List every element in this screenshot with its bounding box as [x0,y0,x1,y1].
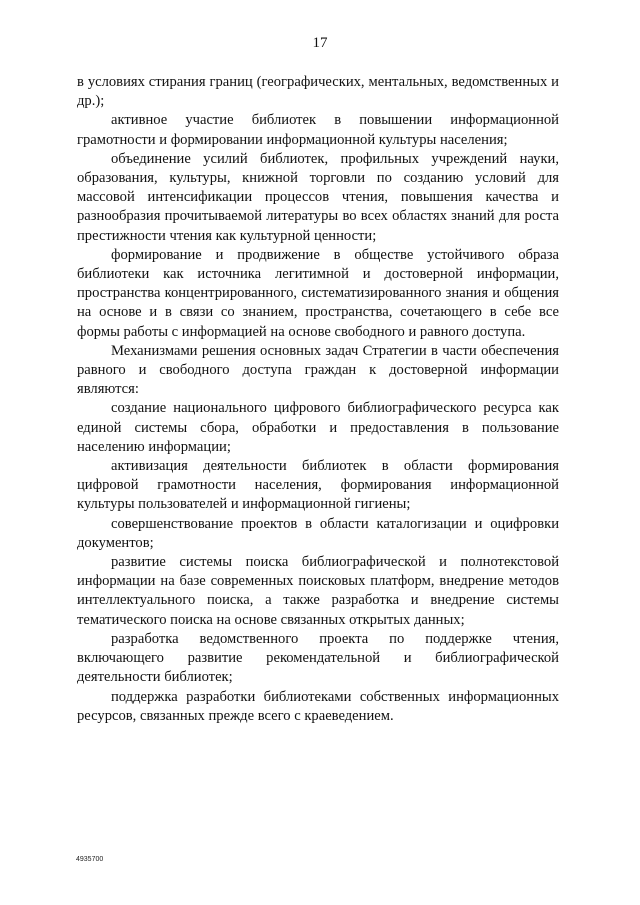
paragraph-national-resource: создание национального цифрового библиографического ресурса как единой системы сбора, обработки и предоставления в пользование населению информации; [77,400,559,455]
paragraph-library-participation: активное участие библиотек в повышении информационной грамотности и формировании информационной культуры населения; [77,112,559,148]
paragraph-local-resources: поддержка разработки библиотеками собственных информационных ресурсов, связанных прежде всего с краеведением. [77,688,559,724]
paragraph-reading-project: разработка ведомственного проекта по поддержке чтения, включающего развитие рекомендательной и библиографической деятельности библиотек; [77,630,559,686]
paragraph-digital-literacy: активизация деятельности библиотек в области формирования цифровой грамотности населения, формирования информационной культуры пользователей и информационной гигиены; [77,458,559,513]
paragraph-mechanisms-intro: Механизмами решения основных задач Стратегии в части обеспечения равного и свободного доступа граждан к достоверной информации являются: [77,342,559,398]
paragraph-search-systems: развитие системы поиска библиографической и полнотекстовой информации на базе современных поисковых платформ, внедрение методов интеллектуального поиска, а также разработка и внедрение системы тематического поиска на основе связанных открытых данных; [77,554,559,628]
document-body [77,73,559,726]
paragraph-joint-efforts: объединение усилий библиотек, профильных учреждений науки, образования, культуры, книжной торговли по созданию условий для массовой интенсификации процессов чтения, повышения качества и разнообразия прочитываемой литературы во всех областях знаний для роста престижности чтения как культурной ценности; [77,150,559,244]
paragraph-continuation: в условиях стирания границ (географических, ментальных, ведомственных и др.); [77,74,559,110]
document-code: 4935700 [76,856,104,863]
paragraph-library-image: формирование и продвижение в обществе устойчивого образа библиотеки как источника легитимной и достоверной информации, пространства концентрированного, систематизированного знания и общения на основе и в связи со знанием, пространства, сочетающего в себе все формы работы с информацией на основе свободного и равного доступа. [77,246,559,340]
page-number: 17 [312,35,328,51]
paragraph-cataloguing: совершенствование проектов в области каталогизации и оцифровки документов; [77,515,559,551]
